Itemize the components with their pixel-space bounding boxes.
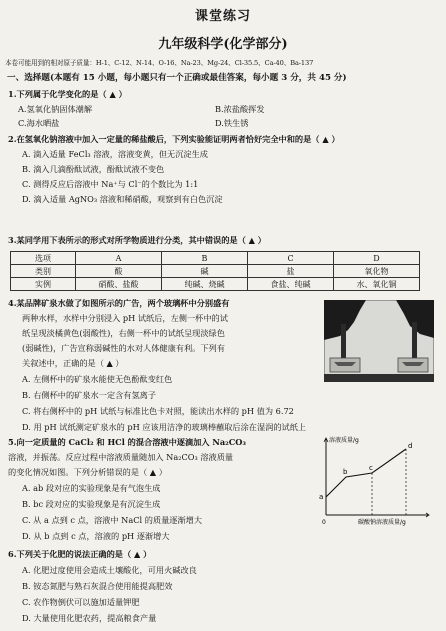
table-cell: 食盐、纯碱	[248, 278, 334, 291]
q1-stem: 1.下列属于化学变化的是（ ▲ ）	[8, 89, 127, 99]
q1-option-c: C.海水晒盐	[18, 118, 60, 128]
table-cell: 类别	[11, 265, 76, 278]
q2-option-c: C. 测得反应后溶液中 Na⁺与 Cl⁻的个数比为 1:1	[22, 179, 199, 189]
point-b-label: b	[343, 468, 348, 476]
q4-stem-line2: 两种水样，水样中分别浸入 pH 试纸后，左侧一杯中的试	[22, 313, 228, 323]
q5-stem-line3: 的变化情况如图。下列分析错误的是（ ▲ ）	[8, 467, 167, 477]
table-cell: 氧化物	[334, 265, 420, 278]
point-c-label: c	[369, 464, 373, 472]
section-heading: 一、选择题(本题有 15 小题，每小题只有一个正确或最佳答案，每小题 3 分，共 45 分)	[7, 73, 347, 83]
x-axis-label: 碳酸钠溶液质量/g	[358, 519, 406, 526]
q5-option-c: C. 从 a 点到 c 点，溶液中 NaCl 的质量逐渐增大	[22, 515, 203, 525]
table-cell: 硝酸、盐酸	[76, 278, 162, 291]
q2-stem: 2.在氢氧化钠溶液中加入一定量的稀盐酸后，下列实验能证明两者恰好完全中和的是（ ▲ ）	[8, 134, 340, 144]
q5-option-b: B. bc 段对应的实验现象是有沉淀生成	[22, 499, 161, 509]
q2-option-d: D. 滴入适量 AgNO₃ 溶液和稀硝酸，观察到有白色沉淀	[22, 194, 223, 204]
table-cell: B	[162, 252, 248, 265]
table-cell: D	[334, 252, 420, 265]
q5-option-d: D. 从 b 点到 c 点，溶液的 pH 逐渐增大	[22, 531, 170, 541]
q3-stem: 3.某同学用下表所示的形式对所学物质进行分类，其中错误的是（ ▲ ）	[8, 235, 266, 245]
table-cell: 水、氧化铜	[334, 278, 420, 291]
q4-option-c: C. 将右侧杯中的 pH 试纸与标准比色卡对照，能读出水样的 pH 值为 6.72	[22, 406, 294, 416]
q1-option-d: D.铁生锈	[215, 118, 249, 128]
q2-option-b: B. 滴入几滴酚酞试液，酚酞试液不变色	[22, 164, 165, 174]
table-cell: 选项	[11, 252, 76, 265]
solution-mass-graph	[316, 433, 434, 527]
q6-option-b: B. 铵态氮肥与熟石灰混合使用能提高肥效	[22, 581, 173, 591]
q6-option-a: A. 化肥过度使用会造成土壤酸化，可用火碱改良	[22, 565, 197, 575]
table-cell: 盐	[248, 265, 334, 278]
y-axis-label: 溶液质量/g	[329, 437, 359, 444]
origin-label: 0	[322, 519, 326, 526]
advertisement-photo	[324, 300, 434, 382]
table-cell: 碱	[162, 265, 248, 278]
atomic-masses: 本卷可能用到的相对原子质量：H-1、C-12、N-14、O-16、Na-23、Mg-24、Cl-35.5、Ca-40、Ba-137	[5, 59, 314, 67]
q6-option-d: D. 大量使用化肥农药，提高粮食产量	[22, 613, 157, 623]
page-title: 课堂练习	[194, 9, 251, 24]
table-cell: A	[76, 252, 162, 265]
q4-stem-line3: 纸呈现淡橘黄色(弱酸性)，右侧一杯中的试纸呈现淡绿色	[22, 328, 225, 338]
point-a-label: a	[319, 493, 324, 501]
q5-option-a: A. ab 段对应的实验现象是有气泡生成	[22, 483, 161, 493]
table-cell: C	[248, 252, 334, 265]
q4-option-d: D. 用 pH 试纸测定矿泉水的 pH 应该用洁净的玻璃棒蘸取后涂在湿润的试纸上	[22, 422, 307, 432]
q4-option-b: B. 右侧杯中的矿泉水一定含有氢离子	[22, 390, 157, 400]
page-subtitle: 九年级科学(化学部分)	[158, 37, 288, 52]
mass-curve	[326, 449, 406, 497]
q4-option-a: A. 左侧杯中的矿泉水能使无色酚酞变红色	[22, 374, 173, 384]
table-cell: 实例	[11, 278, 76, 291]
point-d-label: d	[408, 442, 413, 450]
q1-option-b: B.浓盐酸挥发	[215, 104, 265, 114]
q4-stem-line4: (弱碱性)，广告宣称弱碱性的水对人体健康有利。下列有	[22, 343, 225, 353]
q5-stem-line1: 5.向一定质量的 CaCl₂ 和 HCl 的混合溶液中逐滴加入 Na₂CO₃	[8, 437, 246, 447]
table-row	[11, 252, 420, 265]
table-cell: 纯碱、烧碱	[162, 278, 248, 291]
q6-stem: 6.下列关于化肥的说法正确的是（ ▲ ）	[8, 549, 152, 559]
table-cell: 酸	[76, 265, 162, 278]
table-row	[11, 265, 420, 278]
table-row	[11, 278, 420, 291]
q5-stem-line2: 溶液，并振荡。反应过程中溶液质量随加入 Na₂CO₃ 溶液质量	[8, 452, 234, 462]
q4-stem-line5: 关叙述中，正确的是（ ▲ ）	[22, 358, 124, 368]
q4-stem-line1: 4.某品牌矿泉水做了如图所示的广告，两个玻璃杯中分别盛有	[8, 298, 230, 308]
q1-option-a: A.氢氧化钠固体潮解	[18, 104, 93, 114]
q6-option-c: C. 农作物倒伏可以施加适量钾肥	[22, 597, 140, 607]
classification-table	[10, 251, 420, 291]
q2-option-a: A. 滴入适量 FeCl₃ 溶液，溶液变黄，但无沉淀生成	[22, 149, 208, 159]
